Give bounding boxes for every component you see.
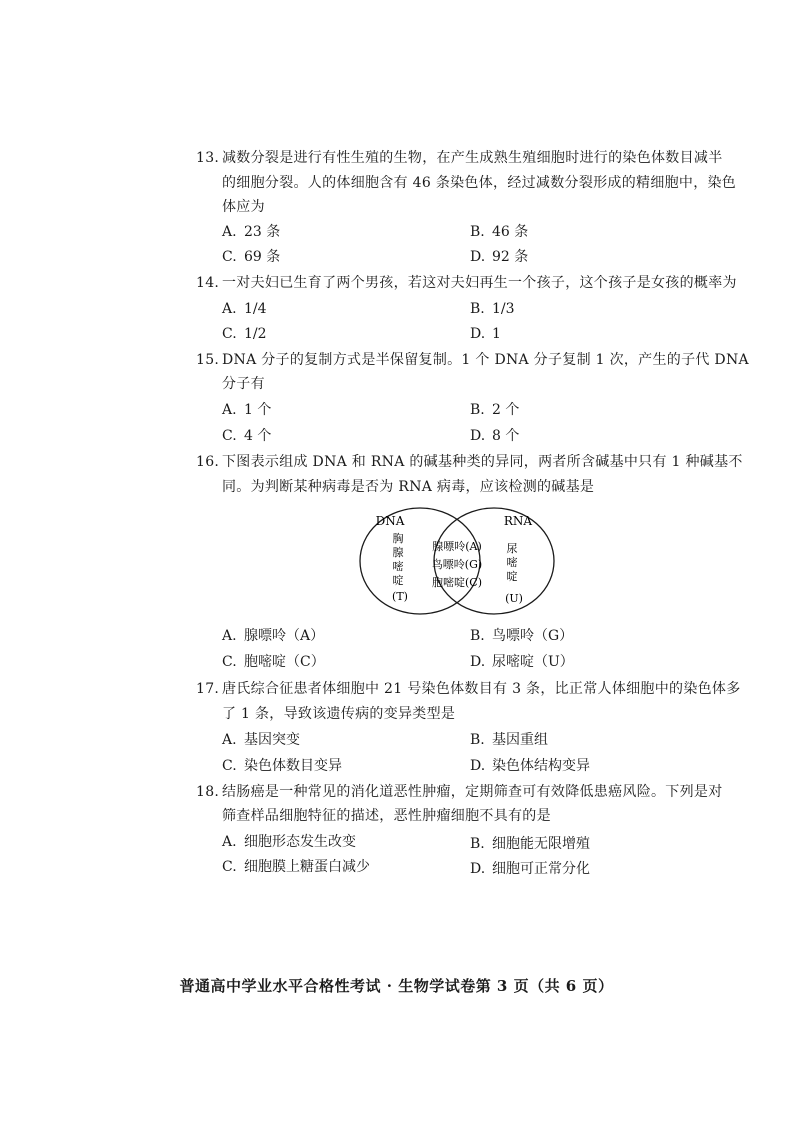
dna-title: DNA bbox=[375, 514, 405, 528]
question-stem-line: 下图表示组成 DNA 和 RNA 的碱基种类的异同，两者所含碱基中只有 1 种碱基不 bbox=[222, 454, 743, 470]
option-letter: B. bbox=[470, 628, 485, 644]
dna-only-base: 啶 bbox=[392, 574, 404, 587]
option-letter: C. bbox=[222, 326, 237, 342]
shared-base: 腺嘌呤(A) bbox=[432, 540, 482, 553]
option-letter: A. bbox=[222, 732, 237, 748]
option-text: 尿嘧啶（U） bbox=[492, 654, 574, 670]
option-text: 鸟嘌呤（G） bbox=[492, 628, 574, 644]
question-stem-line: 分子有 bbox=[222, 376, 265, 392]
option-letter: C. bbox=[222, 859, 237, 875]
option-b[interactable] bbox=[470, 626, 573, 646]
option-text: 1/2 bbox=[244, 326, 267, 342]
option-letter: B. bbox=[470, 836, 485, 852]
option-c[interactable] bbox=[222, 324, 267, 344]
option-letter: D. bbox=[470, 326, 486, 342]
option-text: 染色体数目变异 bbox=[244, 758, 342, 774]
option-text: 92 条 bbox=[492, 249, 529, 265]
option-b[interactable] bbox=[470, 834, 590, 854]
option-letter: C. bbox=[222, 249, 237, 265]
option-letter: B. bbox=[470, 732, 485, 748]
shared-base: 胞嘧啶(C) bbox=[432, 576, 482, 589]
question-stem-line: 了 1 条，导致该遗传病的变异类型是 bbox=[222, 706, 456, 722]
option-text: 1 个 bbox=[244, 402, 272, 418]
option-a[interactable] bbox=[222, 299, 267, 319]
dna-only-base: (T) bbox=[392, 590, 408, 603]
option-c[interactable] bbox=[222, 652, 325, 672]
question-stem-line: 减数分裂是进行有性生殖的生物，在产生成熟生殖细胞时进行的染色体数目减半 bbox=[222, 150, 723, 166]
option-c[interactable] bbox=[222, 426, 271, 446]
option-d[interactable] bbox=[470, 247, 528, 267]
option-a[interactable] bbox=[222, 626, 324, 646]
option-letter: A. bbox=[222, 834, 237, 850]
rna-only-base: (U) bbox=[505, 592, 523, 605]
question-stem-line: DNA 分子的复制方式是半保留复制。1 个 DNA 分子复制 1 次，产生的子代 DNA bbox=[222, 352, 749, 368]
option-text: 染色体结构变异 bbox=[492, 758, 590, 774]
option-b[interactable] bbox=[470, 400, 519, 420]
option-b[interactable] bbox=[470, 299, 515, 319]
option-text: 1 bbox=[492, 326, 501, 342]
question-number: 13. bbox=[196, 150, 220, 166]
option-text: 2 个 bbox=[492, 402, 520, 418]
option-letter: D. bbox=[470, 758, 486, 774]
option-letter: B. bbox=[470, 224, 485, 240]
option-d[interactable] bbox=[470, 652, 574, 672]
page-footer: 普通高中学业水平合格性考试 · 生物学试卷第 3 页（共 6 页） bbox=[179, 977, 614, 995]
option-text: 46 条 bbox=[492, 224, 529, 240]
option-a[interactable] bbox=[222, 222, 280, 242]
rna-only-base: 啶 bbox=[506, 570, 518, 583]
question-stem-line: 一对夫妇已生育了两个男孩，若这对夫妇再生一个孩子，这个孩子是女孩的概率为 bbox=[222, 275, 737, 291]
option-text: 细胞能无限增殖 bbox=[492, 836, 590, 852]
dna-only-base: 腺 bbox=[392, 546, 404, 559]
option-text: 细胞形态发生改变 bbox=[244, 834, 356, 850]
question-stem-line: 体应为 bbox=[222, 199, 265, 215]
option-text: 胞嘧啶（C） bbox=[244, 654, 325, 670]
question-stem-line: 筛查样品细胞特征的描述，恶性肿瘤细胞不具有的是 bbox=[222, 808, 551, 824]
option-letter: D. bbox=[470, 428, 486, 444]
option-letter: D. bbox=[470, 249, 486, 265]
question-stem-line: 唐氏综合征患者体细胞中 21 号染色体数目有 3 条，比正常人体细胞中的染色体多 bbox=[222, 681, 741, 697]
option-c[interactable] bbox=[222, 756, 342, 776]
option-letter: B. bbox=[470, 301, 485, 317]
option-text: 腺嘌呤（A） bbox=[244, 628, 325, 644]
option-letter: A. bbox=[222, 301, 237, 317]
option-letter: D. bbox=[470, 654, 486, 670]
option-d[interactable] bbox=[470, 756, 590, 776]
option-a[interactable] bbox=[222, 832, 356, 852]
option-letter: B. bbox=[470, 402, 485, 418]
question-number: 17. bbox=[196, 681, 220, 697]
option-b[interactable] bbox=[470, 730, 548, 750]
question-number: 14. bbox=[196, 275, 220, 291]
option-c[interactable] bbox=[222, 857, 370, 877]
question-stem-line: 的细胞分裂。人的体细胞含有 46 条染色体，经过减数分裂形成的精细胞中，染色 bbox=[222, 175, 737, 191]
option-text: 4 个 bbox=[244, 428, 272, 444]
question-stem-line: 结肠癌是一种常见的消化道恶性肿瘤，定期筛查可有效降低患癌风险。下列是对 bbox=[222, 784, 723, 800]
option-letter: C. bbox=[222, 654, 237, 670]
option-a[interactable] bbox=[222, 730, 300, 750]
option-d[interactable] bbox=[470, 324, 501, 344]
option-text: 1/3 bbox=[492, 301, 515, 317]
question-number: 18. bbox=[196, 784, 220, 800]
option-text: 基因突变 bbox=[244, 732, 300, 748]
question-stem-line: 同。为判断某种病毒是否为 RNA 病毒，应该检测的碱基是 bbox=[222, 479, 595, 495]
option-letter: C. bbox=[222, 758, 237, 774]
shared-base: 鸟嘌呤(G) bbox=[431, 558, 483, 571]
dna-only-base: 胸 bbox=[392, 532, 404, 545]
base-venn-diagram bbox=[358, 505, 556, 617]
option-text: 细胞可正常分化 bbox=[492, 861, 590, 877]
option-letter: A. bbox=[222, 628, 237, 644]
option-text: 8 个 bbox=[492, 428, 520, 444]
option-text: 基因重组 bbox=[492, 732, 548, 748]
option-b[interactable] bbox=[470, 222, 528, 242]
question-number: 16. bbox=[196, 454, 220, 470]
rna-only-base: 嘧 bbox=[506, 556, 518, 569]
rna-title: RNA bbox=[503, 514, 533, 528]
option-text: 1/4 bbox=[244, 301, 267, 317]
option-letter: C. bbox=[222, 428, 237, 444]
option-letter: A. bbox=[222, 402, 237, 418]
dna-only-base: 嘧 bbox=[392, 560, 404, 573]
option-d[interactable] bbox=[470, 426, 519, 446]
option-a[interactable] bbox=[222, 400, 271, 420]
rna-only-base: 尿 bbox=[506, 542, 518, 555]
option-text: 69 条 bbox=[244, 249, 281, 265]
option-letter: D. bbox=[470, 861, 486, 877]
option-text: 细胞膜上糖蛋白减少 bbox=[244, 859, 370, 875]
option-c[interactable] bbox=[222, 247, 280, 267]
option-text: 23 条 bbox=[244, 224, 281, 240]
option-d[interactable] bbox=[470, 859, 590, 879]
option-letter: A. bbox=[222, 224, 237, 240]
question-number: 15. bbox=[196, 352, 220, 368]
